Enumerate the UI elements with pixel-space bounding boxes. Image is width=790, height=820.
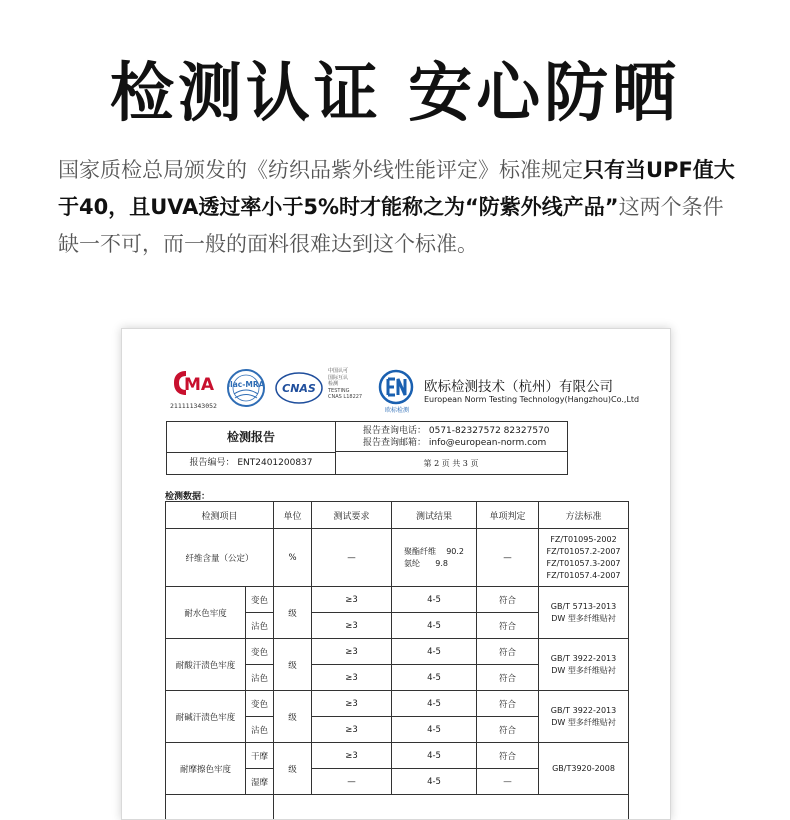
judgement-cell: 符合 [477, 639, 539, 665]
standard-line: FZ/T01095-2002 [539, 534, 628, 546]
standard-line: DW 型多纤维贴衬 [539, 613, 628, 625]
standard-cell [539, 587, 629, 639]
requirement-cell: — [312, 769, 392, 795]
table-row [166, 639, 629, 665]
standard-line: FZ/T01057.4-2007 [539, 570, 628, 582]
test-item: 耐酸汗渍色牢度 [166, 639, 246, 691]
data-section-label: 检测数据： [165, 489, 210, 502]
standard-line: FZ/T01057.3-2007 [539, 558, 628, 570]
judgement-cell: 符合 [477, 717, 539, 743]
standard-line: GB/T 3922-2013 [539, 705, 628, 717]
report-number: 报告编号： ENT2401200837 [167, 453, 336, 474]
unit-cell: 级 [274, 587, 312, 639]
standard-cell [539, 691, 629, 743]
report-contact [335, 422, 567, 452]
unit-cell: 级 [274, 639, 312, 691]
test-item: 耐摩擦色牢度 [166, 743, 246, 795]
result-cell: 4-5 [392, 717, 477, 743]
requirement-cell: ≥3 [312, 639, 392, 665]
cnas-caption-line: 检测 [328, 381, 368, 388]
col-header: 检测项目 [166, 502, 274, 529]
cnas-caption-line: CNAS L18227 [328, 394, 368, 401]
result-cell [392, 529, 477, 587]
col-header: 单位 [274, 502, 312, 529]
table-header-row [166, 502, 629, 529]
cnas-logo-icon [274, 370, 324, 406]
sub-item: 变色 [246, 691, 274, 717]
en-logo-caption: 欧标检测 [377, 405, 417, 414]
result-cell: 4-5 [392, 743, 477, 769]
cnas-caption-line: TESTING [328, 388, 368, 395]
standard-cell [539, 639, 629, 691]
accreditation-logos [170, 366, 310, 416]
result-cell: 4-5 [392, 613, 477, 639]
result-cell: 4-5 [392, 691, 477, 717]
test-item: 纤维含量（公定） [166, 529, 274, 587]
ilac-mra-logo-icon [226, 366, 266, 410]
sub-item: 沾色 [246, 613, 274, 639]
unit-cell: % [274, 529, 312, 587]
cma-logo-icon [170, 368, 216, 398]
fiber-value: 90.2 [444, 546, 464, 558]
sub-item: 湿摩 [246, 769, 274, 795]
requirement-cell: ≥3 [312, 743, 392, 769]
fiber-name: 氨纶 [404, 559, 420, 568]
sub-item: 变色 [246, 587, 274, 613]
judgement-cell: 符合 [477, 743, 539, 769]
unit-cell: 级 [274, 743, 312, 795]
table-row [166, 795, 629, 820]
requirement-cell: ≥3 [312, 665, 392, 691]
fiber-name: 聚酯纤维 [404, 547, 436, 556]
judgement-cell: — [477, 769, 539, 795]
fiber-result [404, 546, 464, 570]
test-item: 耐碱汗渍色牢度 [166, 691, 246, 743]
page-headline: 检测认证 安心防晒 [0, 42, 790, 134]
result-cell: 4-5 [392, 769, 477, 795]
table-row [166, 529, 629, 587]
test-item: 耐水色牢度 [166, 587, 246, 639]
judgement-cell: — [477, 529, 539, 587]
cnas-text: CNAS [282, 382, 316, 395]
standard-line: GB/T 5713-2013 [539, 601, 628, 613]
test-report-document [121, 328, 671, 820]
standard-line: GB/T 3922-2013 [539, 653, 628, 665]
cma-text: MA [184, 375, 215, 395]
unit-cell: 级 [274, 691, 312, 743]
judgement-cell: 符合 [477, 665, 539, 691]
requirement-cell: ≥3 [312, 691, 392, 717]
table-row [166, 691, 629, 717]
cnas-caption-line: 中国认可 [328, 368, 368, 375]
report-title: 检测报告 [167, 422, 336, 453]
report-page-info: 第 2 页 共 3 页 [335, 453, 567, 474]
intro-text-normal: 国家质检总局颁发的《纺织品紫外线性能评定》标准规定 [58, 158, 583, 182]
sub-item: 变色 [246, 639, 274, 665]
ilac-text: ilac-MRA [228, 380, 265, 389]
empty-cell [274, 795, 629, 820]
requirement-cell: ≥3 [312, 587, 392, 613]
standard-line: GB/T3920-2008 [539, 763, 628, 775]
col-header: 单项判定 [477, 502, 539, 529]
report-header-table [166, 421, 568, 475]
judgement-cell: 符合 [477, 587, 539, 613]
cnas-caption [328, 368, 368, 401]
col-header: 方法标准 [539, 502, 629, 529]
report-phone: 报告查询电话： 0571-82327572 82327570 [363, 425, 567, 437]
cma-number: 211111343052 [170, 402, 217, 410]
result-cell: 4-5 [392, 639, 477, 665]
requirement-cell: ≥3 [312, 717, 392, 743]
test-data-table [165, 501, 629, 820]
fiber-value: 9.8 [428, 558, 448, 570]
requirement-cell: — [312, 529, 392, 587]
en-company-logo-icon [378, 369, 414, 405]
cnas-caption-line: 国际互认 [328, 375, 368, 382]
standard-line: DW 型多纤维贴衬 [539, 665, 628, 677]
sub-item: 沾色 [246, 665, 274, 691]
sub-item: 干摩 [246, 743, 274, 769]
standard-cell [539, 743, 629, 795]
sub-item: 沾色 [246, 717, 274, 743]
report-email: 报告查询邮箱： info@european-norm.com [363, 437, 567, 449]
judgement-cell: 符合 [477, 691, 539, 717]
intro-paragraph [58, 152, 738, 263]
company-name-en: European Norm Testing Technology(Hangzhou)Co.,Ltd [424, 395, 639, 404]
table-row [166, 743, 629, 769]
intro-text-tail: 这两个条件缺一不可，而一般的面料很难达到这个标准。 [58, 195, 724, 256]
result-cell: 4-5 [392, 665, 477, 691]
intro-text-bold: 只有当UPF值大于40，且UVA透过率小于5%时才能称之为“防紫外线产品” [58, 158, 735, 219]
standard-line: FZ/T01057.2-2007 [539, 546, 628, 558]
standard-cell [539, 529, 629, 587]
result-cell: 4-5 [392, 587, 477, 613]
requirement-cell: ≥3 [312, 613, 392, 639]
company-name-cn: 欧标检测技术（杭州）有限公司 [424, 375, 613, 395]
col-header: 测试要求 [312, 502, 392, 529]
empty-cell [166, 795, 274, 820]
col-header: 测试结果 [392, 502, 477, 529]
judgement-cell: 符合 [477, 613, 539, 639]
standard-line: DW 型多纤维贴衬 [539, 717, 628, 729]
table-row [166, 587, 629, 613]
